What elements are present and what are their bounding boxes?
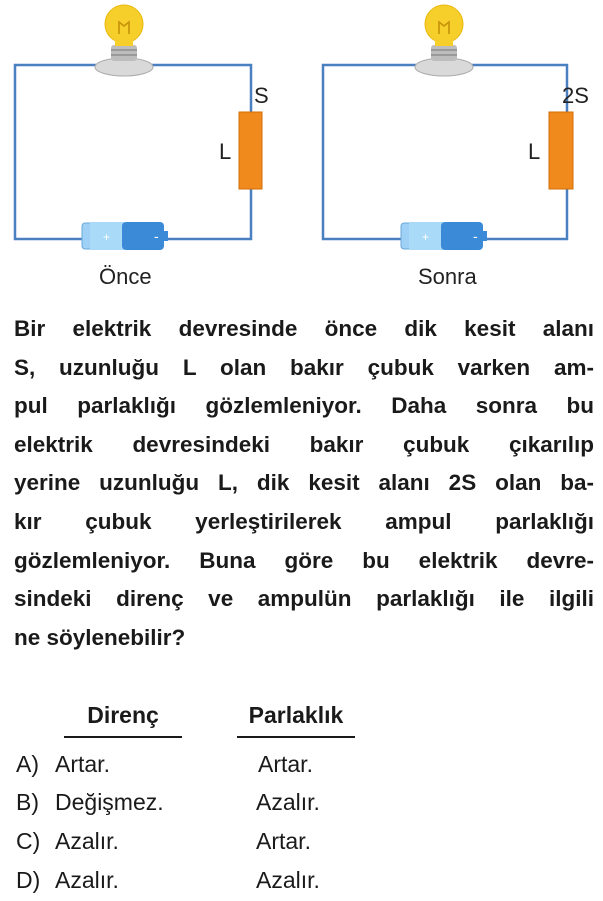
bulb-icon <box>95 5 153 76</box>
option-resistance: Değişmez. <box>55 789 164 815</box>
rod-area-label: 2S <box>562 83 589 108</box>
copper-rod <box>239 112 262 189</box>
header-resistance <box>64 702 182 729</box>
caption-after: Sonra <box>418 264 477 289</box>
question-line: sindeki direnç ve ampulün parlaklığı ile ilgili <box>14 586 594 612</box>
option-brightness: Artar. <box>258 751 313 777</box>
option-letter: B) <box>16 789 39 815</box>
battery-icon <box>82 222 168 250</box>
option-resistance: Azalır. <box>55 828 119 854</box>
option-brightness: Azalır. <box>256 867 320 893</box>
option-resistance: Azalır. <box>55 867 119 893</box>
option-letter: D) <box>16 867 41 893</box>
question-line: kır çubuk yerleştirilerek ampul parlaklığı <box>14 508 594 534</box>
question-line: gözlemleniyor. Buna göre bu elektrik devre- <box>14 547 594 573</box>
question-line: ne söylenebilir? <box>14 624 186 650</box>
question-text <box>14 310 594 657</box>
header-underline <box>237 736 355 738</box>
option-resistance: Artar. <box>55 751 110 777</box>
header-brightness <box>237 702 355 729</box>
battery-plus: + <box>103 230 111 244</box>
circuit-before <box>0 0 300 300</box>
question-line: yerine uzunluğu L, dik kesit alanı 2S olan ba- <box>14 470 594 496</box>
option-brightness: Artar. <box>256 828 311 854</box>
circuit-wire <box>15 65 251 239</box>
copper-rod <box>549 112 573 189</box>
bulb-icon <box>415 5 473 76</box>
question-line: pul parlaklığı gözlemleniyor. Daha sonra bu <box>14 393 594 419</box>
question-line: Bir elektrik devresinde önce dik kesit alanı <box>14 316 594 341</box>
option-letter: A) <box>16 751 39 777</box>
header-underline <box>64 736 182 738</box>
question-line: S, uzunluğu L olan bakır çubuk varken am- <box>14 354 594 380</box>
battery-icon <box>401 222 487 250</box>
battery-minus: - <box>154 228 159 244</box>
option-brightness: Azalır. <box>256 789 320 815</box>
option-letter: C) <box>16 828 41 854</box>
header-brightness-label: Parlaklık <box>248 702 344 728</box>
caption-before: Önce <box>99 264 152 289</box>
rod-length-label: L <box>528 139 541 164</box>
question-line: elektrik devresindeki bakır çubuk çıkarılıp <box>14 431 594 457</box>
battery-minus: - <box>473 228 478 244</box>
header-resistance-label: Direnç <box>87 702 159 728</box>
rod-length-label: L <box>219 139 232 164</box>
circuit-after <box>306 0 603 300</box>
rod-area-label: S <box>254 83 269 108</box>
battery-plus: + <box>422 230 430 244</box>
